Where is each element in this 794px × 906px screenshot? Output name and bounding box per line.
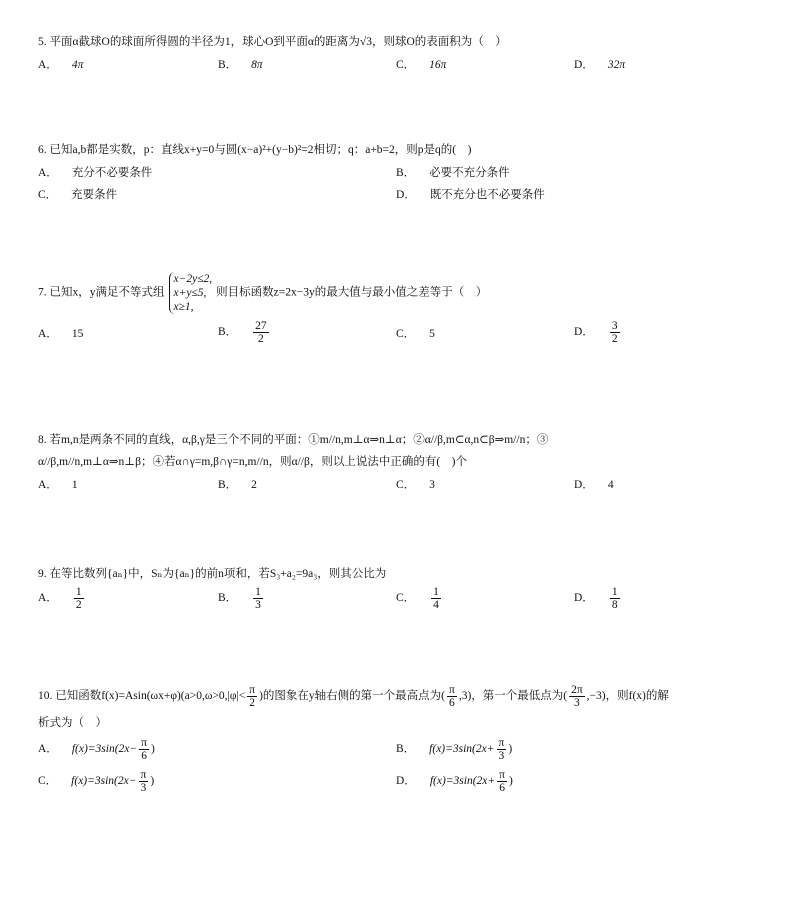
question-stem: 5. 平面α截球O的球面所得圆的半径为1，球心O到平面α的距离为√3，则球O的表面积为（ ） <box>38 36 507 48</box>
fraction: $\frac{\pi}{6}$ <box>449 684 455 709</box>
question-6 <box>38 142 768 205</box>
question-stem: 8. 若m,n是两条不同的直线，α,β,γ是三个不同的平面：①m//n,m⊥α⇒n⊥α；②α//β,m⊂α,n⊂β⇒m//n；③ <box>38 434 549 446</box>
fraction: $\frac{1}{8}$ <box>611 586 618 611</box>
question-8 <box>38 432 768 495</box>
options-row <box>38 737 768 767</box>
options-row <box>38 586 768 616</box>
option-d[interactable]: D． $\frac{3}{2}$ <box>574 320 618 345</box>
option-a[interactable]: A． 1 <box>38 479 78 491</box>
option-d[interactable]: D． 4 <box>574 479 614 491</box>
fraction: $\frac{\pi}{2}$ <box>249 684 256 709</box>
option-b[interactable]: B． f(x)=3sin(2x+ $\frac{\pi}{3}$ ) <box>396 737 513 762</box>
inequality-system: x−2y≤2, x+y≤5, x≥1, <box>169 272 213 314</box>
fraction: $\frac{27}{2}$ <box>255 320 267 345</box>
option-d[interactable]: D． f(x)=3sin(2x+ $\frac{\pi}{6}$ ) <box>396 769 513 794</box>
options-row <box>38 165 768 183</box>
question-stem: 10. 已知函数f(x)=Asin(ωx+φ)(a>0,ω>0,|φ|< $\frac{\pi}{2}$ )的图象在y轴右侧的第一个最高点为( $\frac{\pi}{6}$ ,3)，第一个最低点为( $\frac{2\pi}{3}$ ,−3)，则f(x)的解 <box>38 684 669 709</box>
fraction: $\frac{1}{2}$ <box>75 586 82 611</box>
options-row <box>38 57 768 75</box>
fraction: $\frac{\pi}{6}$ <box>141 737 147 762</box>
options-row <box>38 320 768 350</box>
option-a[interactable]: A． f(x)=3sin(2x− $\frac{\pi}{6}$ ) <box>38 737 155 762</box>
question-5 <box>38 34 768 75</box>
option-c[interactable]: C． f(x)=3sin(2x− $\frac{\pi}{3}$ ) <box>38 769 155 794</box>
option-b[interactable]: B． 必要不充分条件 <box>396 167 510 179</box>
question-stem: 9. 在等比数列{aₙ}中，Sₙ为{aₙ}的前n项和，若S₃+a₂=9a₃，则其公比为 <box>38 568 387 580</box>
question-7 <box>38 272 768 350</box>
fraction: $\frac{2\pi}{3}$ <box>571 684 583 709</box>
option-b[interactable]: B． $\frac{27}{2}$ <box>218 320 267 345</box>
fraction: $\frac{\pi}{3}$ <box>498 737 505 762</box>
option-d[interactable]: D． 既不充分也不必要条件 <box>396 189 545 201</box>
option-d[interactable]: D． $\frac{1}{8}$ <box>574 586 618 611</box>
option-b[interactable]: B． 2 <box>218 479 257 491</box>
question-9 <box>38 566 768 616</box>
question-stem-line-2: α//β,m//n,m⊥α⇒n⊥β；④若α∩γ=m,β∩γ=n,m//n，则α//β，则以上说法中正确的有( )个 <box>38 456 468 468</box>
option-c[interactable]: C． $\frac{1}{4}$ <box>396 586 439 611</box>
option-a[interactable]: A． 15 <box>38 328 84 340</box>
fraction: $\frac{1}{4}$ <box>433 586 439 611</box>
option-b[interactable]: B． 8π <box>218 59 263 71</box>
options-row <box>38 187 768 205</box>
question-10 <box>38 684 768 799</box>
options-row <box>38 769 768 799</box>
fraction: $\frac{\pi}{3}$ <box>140 769 147 794</box>
option-a[interactable]: A． $\frac{1}{2}$ <box>38 586 82 611</box>
fraction: $\frac{1}{3}$ <box>255 586 261 611</box>
fraction: $\frac{3}{2}$ <box>611 320 618 345</box>
option-c[interactable]: C． 3 <box>396 479 435 491</box>
option-a[interactable]: A． 4π <box>38 59 84 71</box>
options-row <box>38 477 768 495</box>
question-stem-line-2: 析式为（ ） <box>38 717 107 729</box>
option-c[interactable]: C． 16π <box>396 59 447 71</box>
question-stem: 7. 已知x，y满足不等式组 x−2y≤2, x+y≤5, x≥1, 则目标函数z=2x−3y的最大值与最小值之差等于（ ） <box>38 273 488 313</box>
option-d[interactable]: D． 32π <box>574 59 626 71</box>
option-c[interactable]: C． 充要条件 <box>38 189 118 201</box>
option-b[interactable]: B． $\frac{1}{3}$ <box>218 586 261 611</box>
option-c[interactable]: C． 5 <box>396 328 435 340</box>
fraction: $\frac{\pi}{6}$ <box>499 769 505 794</box>
option-a[interactable]: A． 充分不必要条件 <box>38 167 153 179</box>
question-stem: 6. 已知a,b都是实数，p：直线x+y=0与圆(x−a)²+(y−b)²=2相切；q：a+b=2，则p是q的( ) <box>38 144 472 156</box>
